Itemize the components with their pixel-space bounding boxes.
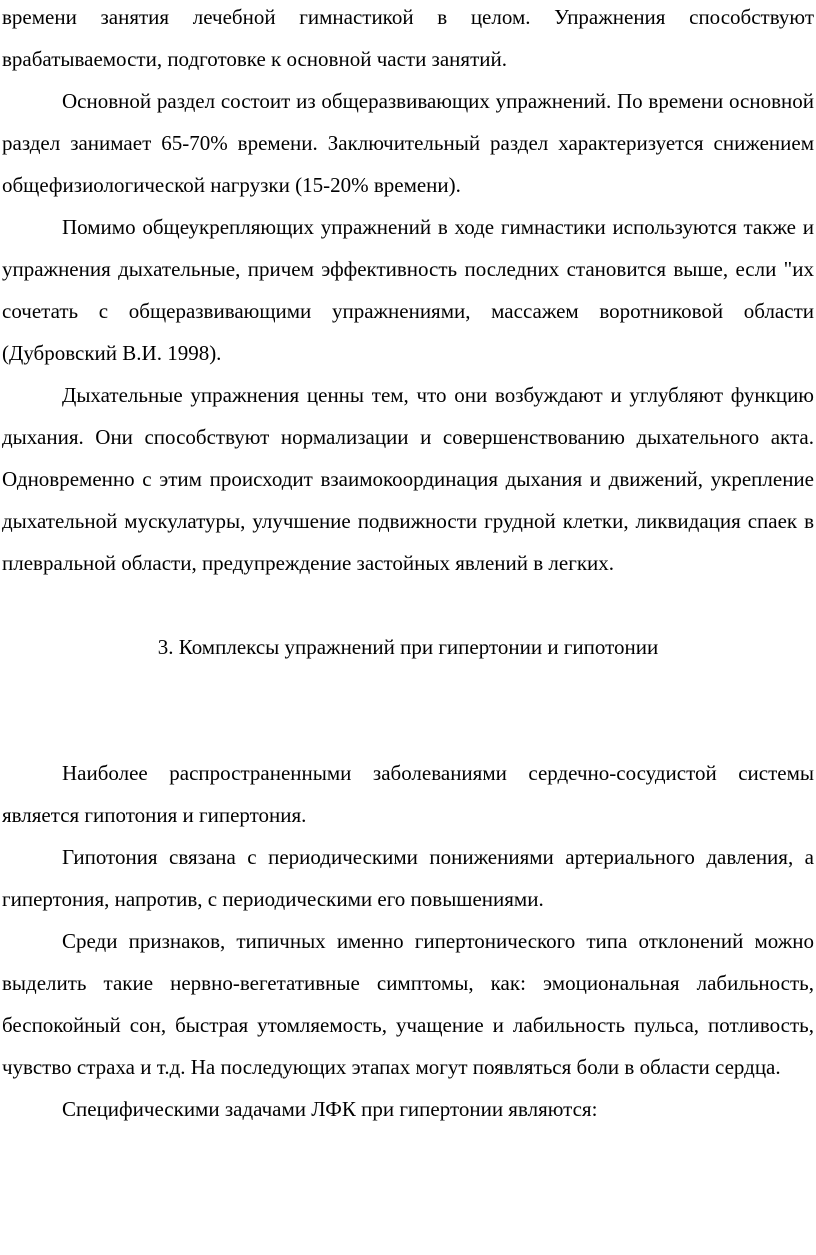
paragraph-common-diseases: Наиболее распространенными заболеваниями сердечно-сосудистой системы является гипотония и гипертония. xyxy=(2,761,814,827)
paragraph-main-section: Основной раздел состоит из общеразвивающих упражнений. По времени основной раздел занимает 65-70% времени. Заключительный раздел характеризуется снижением общефизиологической нагрузки (15-20% времени). xyxy=(2,89,814,197)
paragraph-specific-tasks: Специфическими задачами ЛФК при гипертонии являются: xyxy=(62,1097,598,1121)
paragraph-symptoms: Среди признаков, типичных именно гипертонического типа отклонений можно выделить такие нервно-вегетативные симптомы, как: эмоциональная лабильность, беспокойный сон, быстрая утомляемость, учащение и лабильность пульса, потливость, чувство страха и т.д. На последующих этапах могут появляться боли в области сердца. xyxy=(2,929,814,1079)
paragraph-continuation: времени занятия лечебной гимнастикой в целом. Упражнения способствуют врабатываемости, подготовке к основной части занятий. xyxy=(2,5,814,71)
spacer xyxy=(2,668,814,752)
paragraph-breathing-exercises: Помимо общеукрепляющих упражнений в ходе гимнастики используются также и упражнения дыхательные, причем эффективность последних становится выше, если "их сочетать с общеразвивающими упражнениями, массажем воротниковой области (Дубровский В.И. 1998). xyxy=(2,215,814,365)
paragraph-hypotension: Гипотония связана с периодическими понижениями артериального давления, а гипертония, напротив, с периодическими его повышениями. xyxy=(2,845,814,911)
section-heading: 3. Комплексы упражнений при гипертонии и гипотонии xyxy=(157,635,659,659)
paragraph-breathing-value: Дыхательные упражнения ценны тем, что они возбуждают и углубляют функцию дыхания. Они способствуют нормализации и совершенствованию дыхательного акта. Одновременно с этим происходит взаимокоординация дыхания и движений, укрепление дыхательной мускулатуры, улучшение подвижности грудной клетки, ликвидация спаек в плевральной области, предупреждение застойных явлений в легких. xyxy=(2,383,814,575)
spacer xyxy=(2,584,814,626)
